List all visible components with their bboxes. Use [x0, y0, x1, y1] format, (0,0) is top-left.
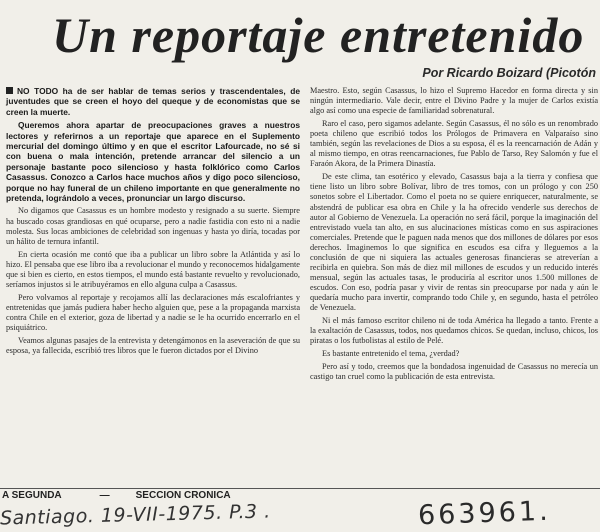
body-paragraph: Pero así y todo, creemos que la bondadosa ingenuidad de Casassus no merecía un castigo tan cruel como la publicación de esta entrevista.	[310, 362, 598, 382]
article-headline: Un reportaje entretenido	[52, 7, 585, 63]
article-column-right	[310, 86, 598, 385]
newspaper-footer	[2, 490, 231, 501]
footer-dash: —	[99, 490, 110, 501]
body-paragraph: No digamos que Casassus es un hombre modesto y resignado a su suerte. Siempre ha buscado cosas grandiosas en qué ocuparse, pero a nadie fastidia con esto ni a nadie molesta. Sus locas ambiciones de celebridad son ingenuas y hasta yo diría, tocadas por un hálito de ternura infantil.	[6, 206, 300, 246]
body-paragraph: Es bastante entretenido el tema, ¿verdad?	[322, 349, 460, 359]
handwritten-date-annotation: Santiago. 19-VII-1975. P.3 .	[0, 500, 271, 530]
body-paragraph: Maestro. Esto, según Casassus, lo hizo el Supremo Hacedor en forma directa y sin ningún intermediario. Vale decir, entre el Divino Padre y la mujer de Carlos existía algo así como una especie de familiaridad sobrenatural.	[310, 86, 598, 116]
body-paragraph: Raro el caso, pero sigamos adelante. Según Casassus, él no sólo es un renombrado poeta chileno que escribió todos los Prólogos de Primavera en Valparaíso sino también, según las revelaciones de Dios a su esposa, él es la reencarnación de Adán y al mismo tiempo, en otras reencarnaciones, fue Pablo de Tarso, Rey Salomón y fue el Faraón Akora, de la Primera Dinastía.	[310, 119, 598, 169]
footer-divider	[0, 488, 600, 489]
body-paragraph: Veamos algunas pasajes de la entrevista y detengámonos en la aseveración de que su esposa, ya fallecida, escribió tres libros que le fueron dictados por el Divino	[6, 336, 300, 356]
lead-paragraph-2: Queremos ahora apartar de preocupaciones graves a nuestros lectores y referirnos a un reportaje que aparece en el Suplemento mercurial del domingo último y en que el escritor Lafourcade, no sé si con buena o mala intención, pretende arrancar del silencio a un personaje bastante poco silencioso y hasta folklórico como Carlos Casassus. Conozco a Carlos hace muchos años y digo poco silencioso, porque no hay funeral de un chileno importante en que generalmente no pretenda, lográndolo a veces, pronunciar un largo discurso.	[6, 120, 300, 204]
section-name: SECCION CRONICA	[135, 490, 231, 501]
body-paragraph: Ni el más famoso escritor chileno ni de toda América ha llegado a tanto. Frente a la exaltación de Casassus, todos, nos quedamos chicos. Se quedan, incluso, chicos, los piratas o los futbolistas al estilo de Pelé.	[310, 316, 598, 346]
newspaper-name: A SEGUNDA	[2, 490, 62, 501]
body-paragraph: Pero volvamos al reportaje y recojamos allí las declaraciones más escalofriantes y entretenidas que jamás pudiera haber hecho alguien que, pese a la propaganda marxista contra Chile en el exterior, goza de libertad y a nadie se le ha ocurrido encerrarlo en el psiquiátrico.	[6, 292, 300, 332]
article-byline: Por Ricardo Boizard (Picotón	[422, 66, 596, 80]
body-paragraph: En cierta ocasión me contó que iba a publicar un libro sobre la Atlántida y así lo hizo. El pensaba que ese libro iba a revolucionar el mundo y reconocemos hidalgamente que si bien es cierto, en estos tiempos, el mundo está bastante revuelto y revolucionado, seríamos injustos si le atribuyéramos en ello alguna culpa a Casassus.	[6, 249, 300, 289]
article-column-left	[6, 86, 300, 359]
body-paragraph: De este clima, tan esotérico y elevado, Casassus baja a la tierra y confiesa que tiene listo un libro sobre Bolívar, libro de tres tomos, con un prólogo y con 250 sonetos sobre el Libertador. Como el poeta no se quiere enriquecer, naturalmente, se abstendrá de publicar esa obra en Chile y la ha ofrecido venderle sus derechos de autor al Gobierno de Venezuela. La operación no será fácil, porque la imaginación del entrevistado vuela tan alto, en sus alucinaciones místicas como en sus aspiraciones comerciales. Pretende que le paguen nada menos que dos millones de dólares por esos derechos. Imaginemos lo que significa en escudos esa cifra y lleguemos a la conclusión de que ni siquiera las actuales generosas financieras se atreverían a recibirla en quiebra. Son más de diez mil millones de escudos y un reducido interés mensual, según las actuales tasas, le produciría al escritor unos 1.500 millones de escudos. Con eso, podría pasar y vivir de rentas sin preocuparse por nada y aún le quedaría mucho para invertir, comprando todo Chile y, en segundo, hasta el petróleo de Venezuela.	[310, 172, 598, 312]
lead-paragraph-1: NO TODO ha de ser hablar de temas serios y trascendentales, de juventudes que se creen el hoyo del queque y de economistas que se creen la muerte.	[6, 86, 300, 117]
bullet-square-icon	[6, 87, 13, 94]
handwritten-archive-number: 663961.	[417, 495, 552, 532]
